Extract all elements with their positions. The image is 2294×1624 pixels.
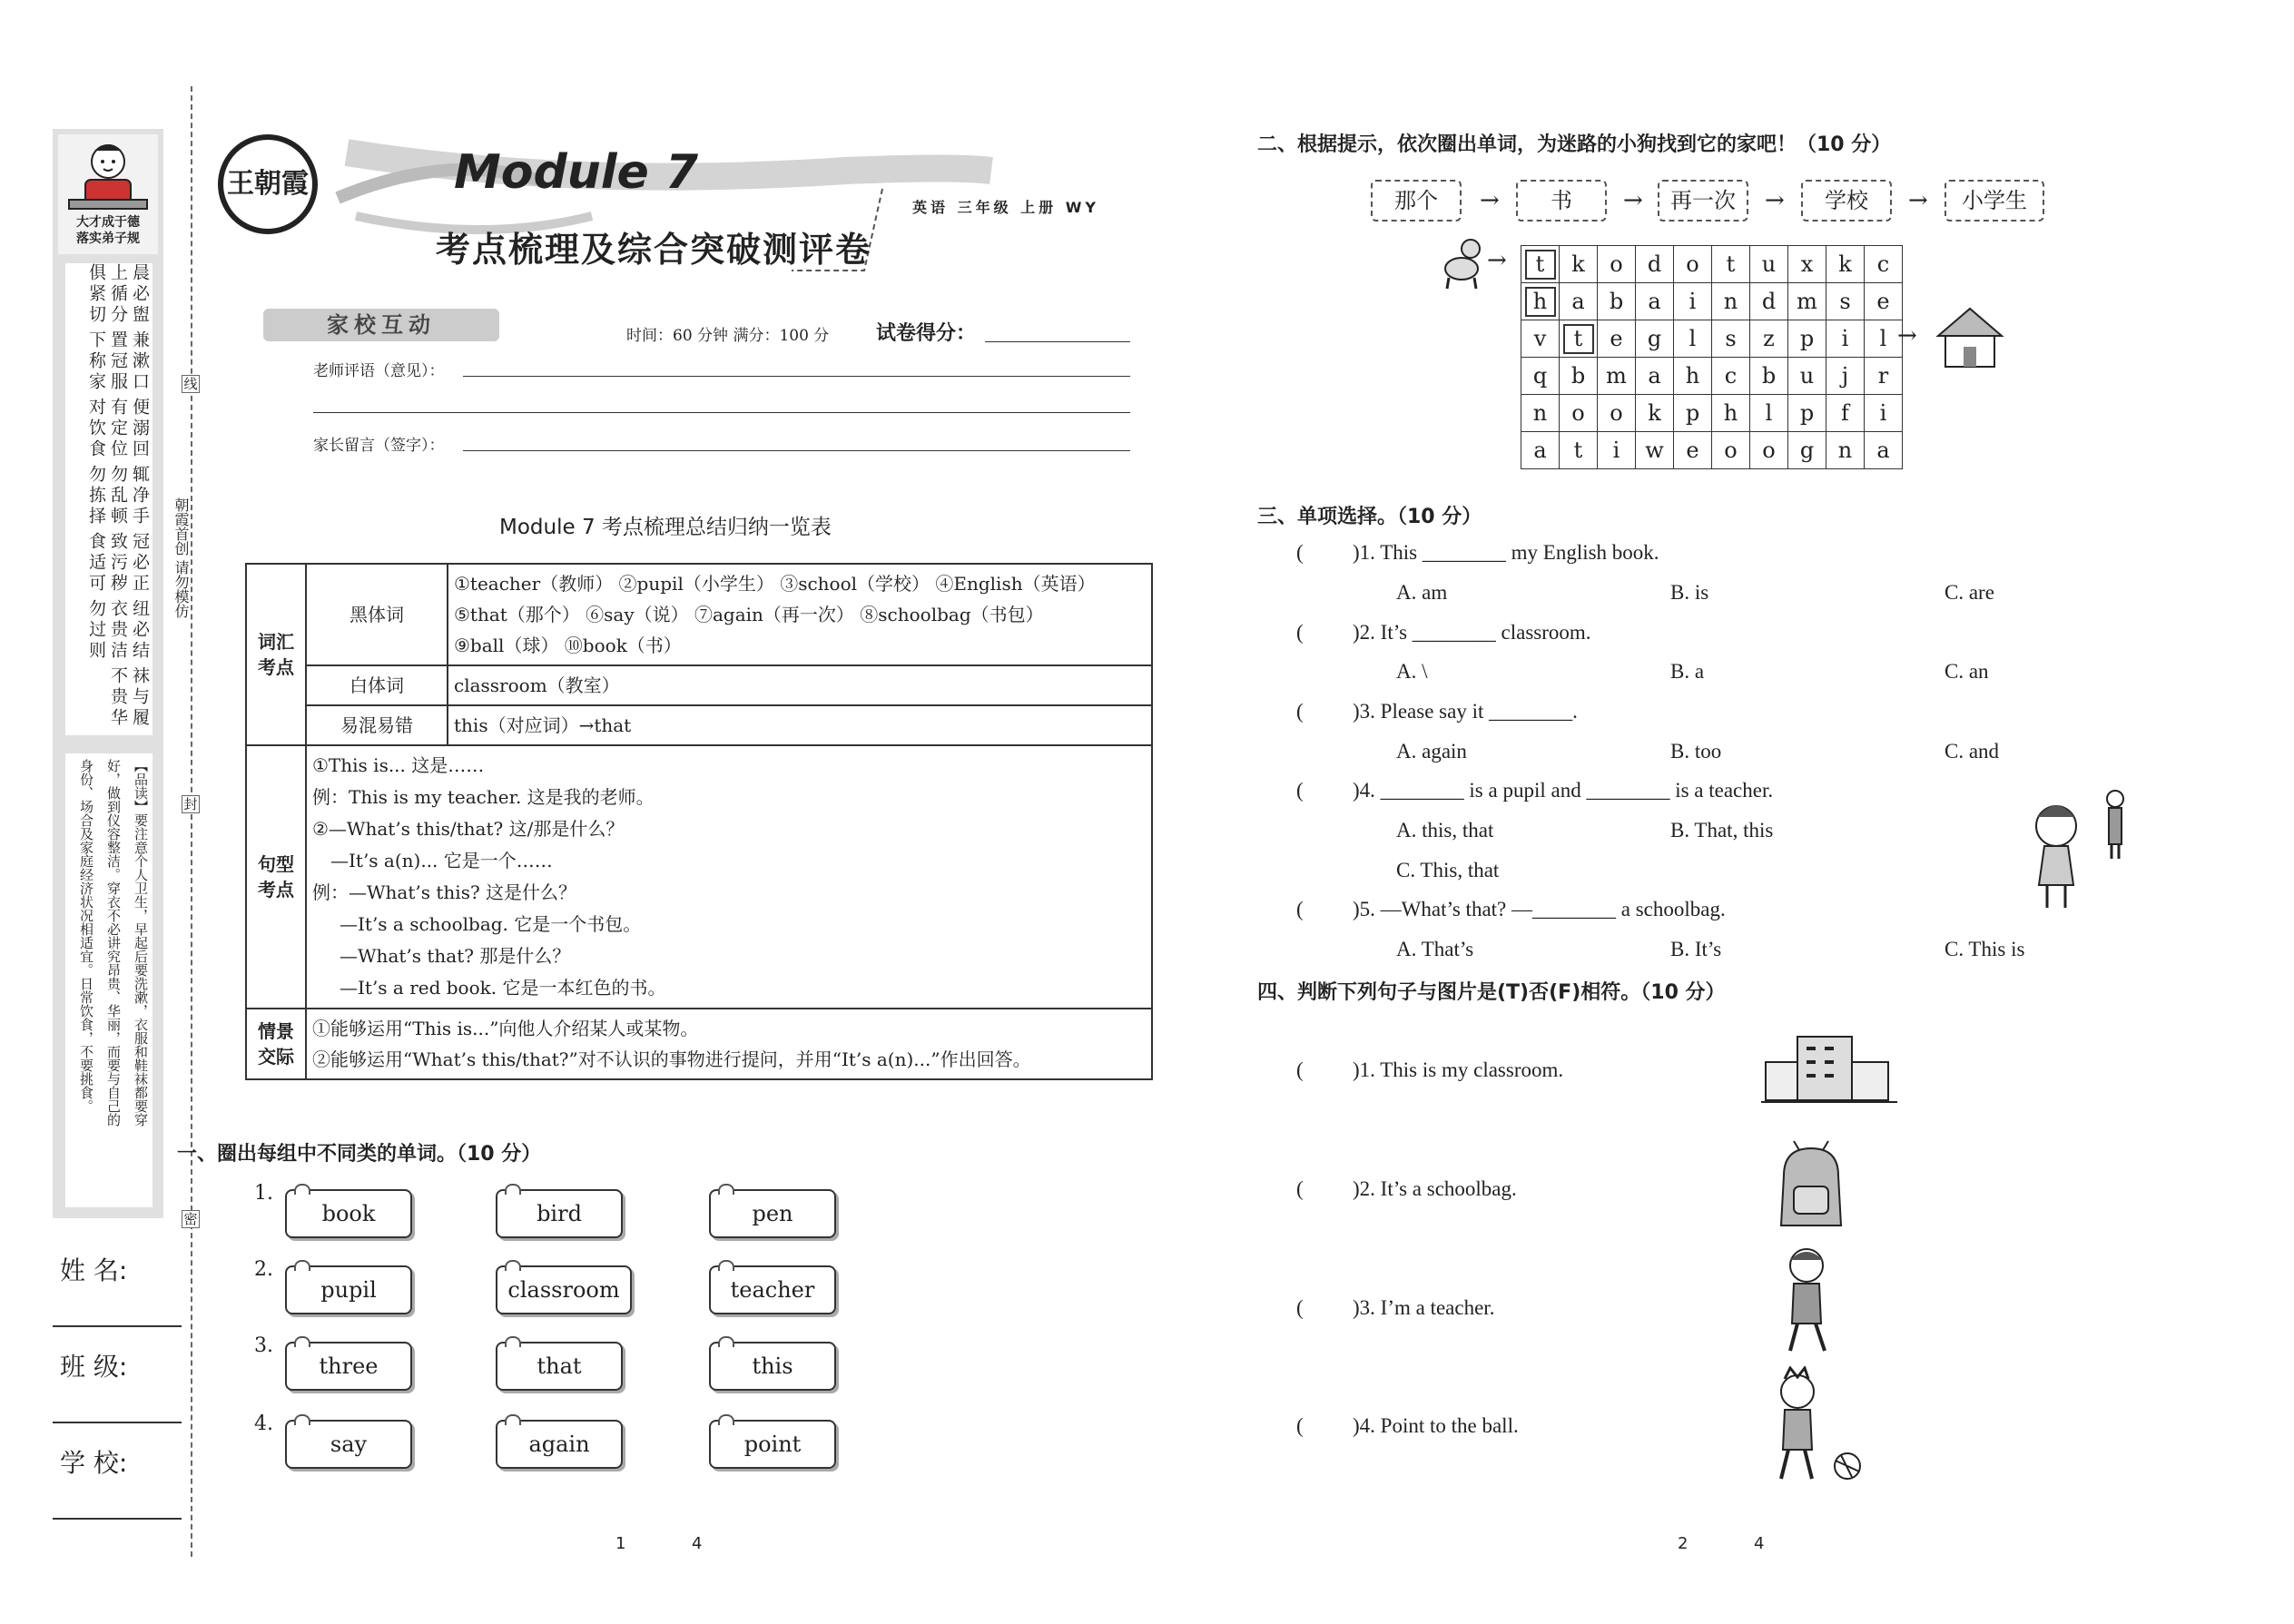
answer-paren[interactable]: ( <box>1296 700 1304 723</box>
letter-cell[interactable]: s <box>1712 320 1750 358</box>
home-school-banner: 家校互动 <box>263 309 499 341</box>
word-box[interactable]: again <box>496 1420 623 1469</box>
parent-comment-line[interactable] <box>463 450 1130 451</box>
letter-cell[interactable]: u <box>1750 246 1788 283</box>
white-words: classroom（教室） <box>448 665 1152 705</box>
group-num: 2. <box>254 1258 273 1281</box>
letter-cell[interactable]: i <box>1674 283 1712 320</box>
letter-cell[interactable]: a <box>1636 283 1674 320</box>
word-box[interactable]: teacher <box>709 1265 836 1314</box>
score-line[interactable] <box>985 341 1130 342</box>
sentence-line: —It’s a red book. 它是一本红色的书。 <box>340 977 666 999</box>
letter-cell[interactable]: p <box>1674 395 1712 432</box>
verse-col: 俱紧切 <box>86 263 106 326</box>
letter-cell[interactable]: o <box>1674 246 1712 283</box>
sentence-list <box>306 745 1152 1009</box>
letter-cell[interactable]: i <box>1826 320 1865 358</box>
time-info: 时间：60 分钟 满分：100 分 <box>626 327 830 345</box>
pindu-col: 【品读】要注意个人卫生，早起后要洗漱，衣服和鞋袜都要穿 <box>133 759 149 1127</box>
letter-cell[interactable]: r <box>1865 358 1903 395</box>
group-num: 3. <box>254 1334 273 1357</box>
question: )4. ________ is a pupil and ________ is a teacher. <box>1353 779 1774 802</box>
cut-line <box>191 86 192 1557</box>
schoolbag-icon <box>1770 1139 1861 1235</box>
situation-line: ②能够运用“What’s this/that?”对不认识的事物进行提问，并用“It’s a(n)...”作出回答。 <box>312 1048 1031 1070</box>
answer-paren[interactable]: ( <box>1296 779 1304 802</box>
situation-label: 情景交际 <box>246 1009 306 1079</box>
word-box[interactable]: that <box>496 1342 623 1391</box>
parent-comment-label: 家长留言（签字）： <box>313 437 445 455</box>
letter-cell[interactable]: t <box>1712 246 1750 283</box>
summary-title: Module 7 考点梳理总结归纳一览表 <box>499 516 832 539</box>
word-box[interactable]: say <box>285 1420 412 1469</box>
sentence-line: —It’s a(n)... 它是一个…… <box>330 850 553 871</box>
letter-cell[interactable]: c <box>1712 358 1750 395</box>
letter-cell[interactable]: m <box>1788 283 1826 320</box>
letter-cell[interactable]: o <box>1712 432 1750 469</box>
letter-cell[interactable]: t <box>1560 432 1598 469</box>
letter-cell[interactable]: d <box>1750 283 1788 320</box>
word-box[interactable]: point <box>709 1420 836 1469</box>
letter-cell[interactable]: a <box>1865 432 1903 469</box>
letter-cell[interactable]: b <box>1560 358 1598 395</box>
verse-col: 不贵华 <box>108 666 128 729</box>
hint-box: 再一次 <box>1658 180 1748 221</box>
pindu-note <box>65 753 153 1207</box>
letter-cell[interactable]: d <box>1636 246 1674 283</box>
letter-cell[interactable]: a <box>1636 358 1674 395</box>
option[interactable]: A. \ <box>1396 660 1428 683</box>
answer-paren[interactable]: ( <box>1296 1414 1304 1437</box>
cut-label: 密 <box>182 1210 200 1228</box>
letter-cell[interactable]: o <box>1598 395 1636 432</box>
verse-col: 冠必正 <box>130 532 150 595</box>
letter-cell[interactable]: b <box>1598 283 1636 320</box>
tf-statement: )2. It’s a schoolbag. <box>1353 1177 1517 1200</box>
tf-statement: )1. This is my classroom. <box>1353 1058 1564 1081</box>
school-line[interactable] <box>53 1518 182 1520</box>
answer-paren[interactable]: ( <box>1296 1296 1304 1319</box>
question: )5. —What’s that? —________ a schoolbag. <box>1353 898 1726 920</box>
letter-cell[interactable]: e <box>1865 283 1903 320</box>
letter-cell[interactable]: j <box>1826 358 1865 395</box>
mascot-icon <box>58 134 158 214</box>
arrow-icon: → <box>1623 187 1643 214</box>
letter-cell[interactable]: h <box>1521 283 1560 320</box>
verse-col: 兼漱口 <box>130 330 150 393</box>
letter-cell[interactable]: i <box>1865 395 1903 432</box>
question: )3. Please say it ________. <box>1353 700 1578 723</box>
section2-title: 二、根据提示，依次圈出单词，为迷路的小狗找到它的家吧！（10 分） <box>1257 133 1892 156</box>
verse-col: 勿乱顿 <box>108 465 128 527</box>
pindu-col: 身份、场合及家庭经济状况相适宜。日常饮食，不要挑食。 <box>78 759 94 1113</box>
option[interactable]: B. That, this <box>1670 819 1774 842</box>
option[interactable]: C. This is <box>1944 938 2025 960</box>
verse-col: 勿拣择 <box>86 465 106 527</box>
letter-cell[interactable]: v <box>1521 320 1560 358</box>
word-box[interactable]: bird <box>496 1189 623 1238</box>
verse-col: 辄净手 <box>130 465 150 527</box>
class-label: 班 级: <box>60 1352 128 1382</box>
verse-col: 对饮食 <box>86 398 106 460</box>
letter-cell[interactable]: o <box>1750 432 1788 469</box>
section1-title: 一、圈出每组中不同类的单词。（10 分） <box>177 1143 542 1166</box>
grade-tag: 英语 三年级 上册 WY <box>912 199 1099 216</box>
letter-cell[interactable]: n <box>1521 395 1560 432</box>
hint-box: 那个 <box>1371 180 1462 221</box>
verse-col: 衣贵洁 <box>108 599 128 662</box>
letter-cell[interactable]: b <box>1750 358 1788 395</box>
letter-cell[interactable]: k <box>1826 246 1865 283</box>
logo-text: 王朝霞 <box>227 168 309 200</box>
answer-paren[interactable]: ( <box>1296 1177 1304 1200</box>
bold-line: ⑨ball（球） ⑩book（书） <box>454 635 682 656</box>
option[interactable]: B. a <box>1670 660 1705 683</box>
sentence-line: —It’s a schoolbag. 它是一个书包。 <box>340 913 642 935</box>
option[interactable]: A. this, that <box>1396 819 1494 842</box>
girl-teacher-icon <box>2024 781 2133 917</box>
letter-cell[interactable]: e <box>1598 320 1636 358</box>
answer-paren[interactable]: ( <box>1296 621 1304 644</box>
letter-cell[interactable]: m <box>1598 358 1636 395</box>
confuse-label: 易混易错 <box>306 705 448 745</box>
verse-col: 袜与履 <box>130 666 150 729</box>
letter-cell[interactable]: w <box>1636 432 1674 469</box>
word-box[interactable]: pupil <box>285 1265 412 1314</box>
arrow-icon: → <box>1908 187 1928 214</box>
hint-box: 小学生 <box>1944 180 2044 221</box>
situation-list <box>306 1009 1152 1079</box>
group-num: 1. <box>254 1182 273 1205</box>
letter-cell[interactable]: i <box>1598 432 1636 469</box>
motto-line: 大才成于德 <box>76 215 140 230</box>
sidebar-motto <box>58 214 158 247</box>
cut-label: 线 <box>182 375 200 393</box>
motto-line: 落实弟子规 <box>76 231 140 246</box>
page-number: 1 <box>615 1534 626 1553</box>
teacher-comment-line[interactable] <box>313 412 1130 413</box>
classroom-building-icon <box>1761 1026 1897 1107</box>
word-box[interactable]: this <box>709 1342 836 1391</box>
bold-line: ⑤that（那个） ⑥say（说） ⑦again（再一次） ⑧schoolbag（书包） <box>454 604 1044 625</box>
option[interactable]: A. That’s <box>1396 938 1474 960</box>
page-number: 4 <box>692 1534 703 1553</box>
letter-cell[interactable]: p <box>1788 395 1826 432</box>
letter-cell[interactable]: a <box>1560 283 1598 320</box>
teacher-comment-line[interactable] <box>463 376 1130 377</box>
sentence-line: 例：This is my teacher. 这是我的老师。 <box>312 786 655 808</box>
answer-paren[interactable]: ( <box>1296 1058 1304 1081</box>
question: )1. This ________ my English book. <box>1353 541 1659 564</box>
letter-cell[interactable]: l <box>1674 320 1712 358</box>
arrow-icon: → <box>1487 247 1507 274</box>
section4-title: 四、判断下列句子与图片是(T)否(F)相符。（10 分） <box>1257 981 1726 1004</box>
tf-statement: )4. Point to the ball. <box>1353 1414 1519 1437</box>
teacher-comment-label: 老师评语（意见）： <box>313 362 445 380</box>
letter-cell[interactable]: n <box>1712 283 1750 320</box>
school-label: 学 校: <box>60 1448 128 1478</box>
confuse-words: this（对应词）→that <box>448 705 1152 745</box>
arrow-icon: → <box>1765 187 1785 214</box>
option[interactable]: C. are <box>1944 581 1994 604</box>
section3-title: 三、单项选择。（10 分） <box>1257 506 1482 528</box>
verse-col: 上循分 <box>108 263 128 326</box>
bold-label: 黑体词 <box>306 564 448 665</box>
letter-cell[interactable]: p <box>1788 320 1826 358</box>
verse-col: 下称家 <box>86 330 106 393</box>
letter-cell[interactable]: s <box>1826 283 1865 320</box>
sentence-line: ②—What’s this/that? 这/那是什么？ <box>312 818 625 840</box>
option[interactable]: B. It’s <box>1670 938 1722 960</box>
sentence-line: —What’s that? 那是什么？ <box>340 945 571 967</box>
word-box[interactable]: book <box>285 1189 412 1238</box>
letter-cell[interactable]: l <box>1865 320 1903 358</box>
verse-col: 勿过则 <box>86 599 106 662</box>
word-box[interactable]: classroom <box>496 1265 632 1314</box>
bold-words <box>448 564 1152 665</box>
option[interactable]: B. too <box>1670 740 1722 763</box>
exam-subtitle: 考点梳理及综合突破测评卷 <box>436 230 872 270</box>
letter-grid <box>1521 245 1903 469</box>
option[interactable]: C. This, that <box>1396 859 1500 881</box>
letter-cell[interactable]: g <box>1636 320 1674 358</box>
verse-col: 有定位 <box>108 398 128 460</box>
letter-cell[interactable]: k <box>1560 246 1598 283</box>
option[interactable]: C. an <box>1944 660 1989 683</box>
situation-line: ①能够运用“This is...”向他人介绍某人或某物。 <box>312 1018 699 1039</box>
letter-cell[interactable]: h <box>1712 395 1750 432</box>
arrow-icon: → <box>1897 322 1917 349</box>
page-number: 2 <box>1678 1534 1689 1553</box>
letter-cell[interactable]: k <box>1636 395 1674 432</box>
name-line[interactable] <box>53 1325 182 1327</box>
tf-statement: )3. I’m a teacher. <box>1353 1296 1495 1319</box>
sentence-line: ①This is... 这是…… <box>312 754 485 776</box>
letter-cell[interactable]: f <box>1826 395 1865 432</box>
letter-cell[interactable]: z <box>1750 320 1788 358</box>
question: )2. It’s ________ classroom. <box>1353 621 1591 644</box>
page-number: 4 <box>1754 1534 1765 1553</box>
letter-cell[interactable]: t <box>1560 320 1598 358</box>
logo <box>218 134 318 234</box>
pindu-col: 好，做到仪容整洁。穿衣不必讲究昂贵、华丽，而要与自己的 <box>105 759 122 1127</box>
letter-cell[interactable]: n <box>1826 432 1865 469</box>
letter-cell[interactable]: a <box>1521 432 1560 469</box>
letter-cell[interactable]: o <box>1560 395 1598 432</box>
hint-box: 书 <box>1516 180 1607 221</box>
option[interactable]: C. and <box>1944 740 2000 763</box>
vocab-label: 词汇考点 <box>246 564 306 745</box>
option[interactable]: A. again <box>1396 740 1467 763</box>
name-label: 姓 名: <box>60 1255 128 1285</box>
verse-col: 晨必盥 <box>130 263 150 326</box>
bold-line: ①teacher（教师） ②pupil（小学生） ③school（学校） ④English（英语） <box>454 573 1096 595</box>
word-box[interactable]: three <box>285 1342 412 1391</box>
sentence-line: 例：—What’s this? 这是什么？ <box>312 881 577 903</box>
summary-table <box>245 563 1153 1080</box>
answer-paren[interactable]: ( <box>1296 541 1304 564</box>
verse-col: 食适可 <box>86 532 106 595</box>
letter-cell[interactable]: e <box>1674 432 1712 469</box>
score-label: 试卷得分： <box>876 322 977 345</box>
credit-text: 朝霞首创 请勿模仿 <box>172 497 190 619</box>
option[interactable]: A. am <box>1396 581 1448 604</box>
verse-col: 便溺回 <box>130 398 150 460</box>
letter-cell[interactable]: g <box>1788 432 1826 469</box>
house-icon <box>1929 300 2011 372</box>
word-box[interactable]: pen <box>709 1189 836 1238</box>
letter-cell[interactable]: u <box>1788 358 1826 395</box>
letter-cell[interactable]: x <box>1788 246 1826 283</box>
letter-cell[interactable]: h <box>1674 358 1712 395</box>
arrow-icon: → <box>1480 187 1500 214</box>
module-title: Module 7 <box>454 145 699 200</box>
letter-cell[interactable]: c <box>1865 246 1903 283</box>
answer-paren[interactable]: ( <box>1296 898 1304 920</box>
sentence-label: 句型考点 <box>246 745 306 1009</box>
verse-col: 置冠服 <box>108 330 128 393</box>
dog-icon <box>1434 232 1489 290</box>
boy-with-ball-icon <box>1752 1366 1870 1484</box>
class-line[interactable] <box>53 1422 182 1423</box>
letter-cell[interactable]: l <box>1750 395 1788 432</box>
verse-col: 纽必结 <box>130 599 150 662</box>
letter-cell[interactable]: o <box>1598 246 1636 283</box>
verse-col: 致污秽 <box>108 532 128 595</box>
dizigui-verse <box>65 263 153 735</box>
letter-cell[interactable]: q <box>1521 358 1560 395</box>
letter-cell[interactable]: t <box>1521 246 1560 283</box>
boy-walking-icon <box>1770 1244 1843 1357</box>
cut-label: 封 <box>182 795 200 813</box>
white-label: 白体词 <box>306 665 448 705</box>
group-num: 4. <box>254 1412 273 1435</box>
hint-box: 学校 <box>1801 180 1892 221</box>
option[interactable]: B. is <box>1670 581 1709 604</box>
